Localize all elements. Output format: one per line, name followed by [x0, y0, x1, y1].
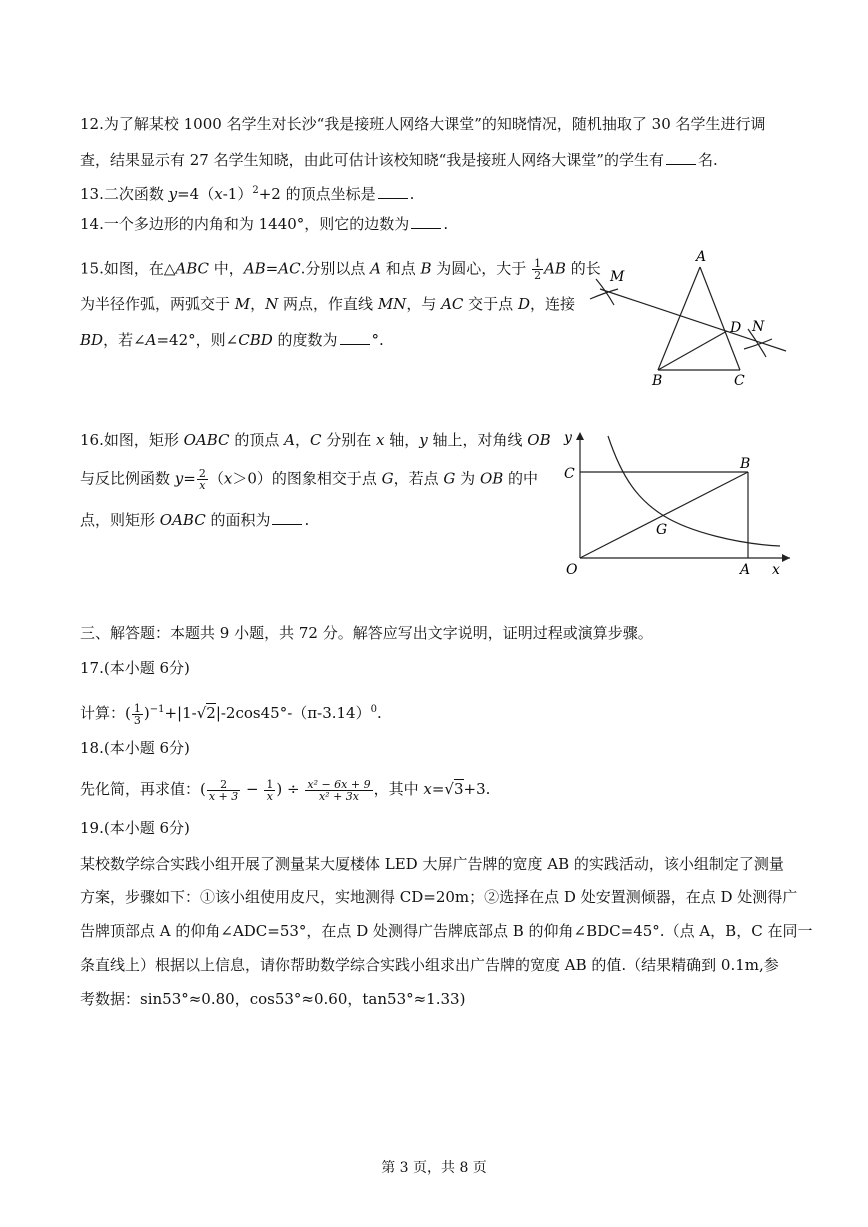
- q18-fraction-3: [305, 779, 372, 802]
- q15-text: 为半径作弧，两弧交于: [80, 295, 235, 313]
- q16-var: y: [174, 469, 184, 488]
- q13-line: [80, 181, 414, 204]
- arc-n2: [744, 339, 772, 349]
- q13-text: =4（: [177, 185, 215, 203]
- q19-line2: 方案，步骤如下：①该小组使用皮尺，实地测得 CD=20m；②选择在点 D 处安置测倾器，在点 D 处测得广: [80, 888, 798, 906]
- q16-text: 轴，: [384, 431, 420, 449]
- q17-text: .: [376, 704, 382, 722]
- q15-text: 中，: [209, 259, 244, 278]
- q15-var: B: [420, 259, 432, 278]
- diagonal-ob: [580, 472, 748, 558]
- q16-text: 的面积为: [205, 511, 271, 529]
- fraction-denominator: x² + 3x: [318, 789, 359, 803]
- q19-line5: 考数据：sin53°≈0.80，cos53°≈0.60，tan53°≈1.33): [80, 990, 466, 1008]
- q16-text: 轴上，对角线: [427, 431, 528, 449]
- q15-tail: °.: [371, 331, 384, 349]
- section-heading: 三、解答题：本题共 9 小题，共 72 分。解答应写出文字说明，证明过程或演算步骤。: [80, 624, 653, 642]
- q16-var: x: [223, 469, 233, 488]
- q15-text: 交于点: [463, 295, 518, 313]
- q17-text: |-2cos45°-（π-3.14）: [215, 704, 371, 722]
- q16-var: OABC: [159, 511, 206, 529]
- q15-var: AB: [544, 259, 566, 278]
- q16-var: A: [284, 431, 295, 449]
- q18-text: −: [241, 780, 264, 798]
- answer-blank: [666, 150, 696, 165]
- q18-text: ，其中: [373, 780, 424, 798]
- fraction-numerator: 1: [133, 701, 141, 715]
- q16-var: OB: [479, 469, 504, 488]
- q18-fraction-2: [264, 779, 275, 802]
- q15-text: .分别以点: [300, 259, 371, 278]
- label-m: M: [610, 269, 625, 285]
- q18-expression: [80, 772, 490, 806]
- fraction-denominator: x + 3: [208, 789, 239, 803]
- q15-text: =42°，则∠: [156, 331, 239, 349]
- q17-exponent: −1: [149, 704, 165, 715]
- y-axis-arrow: [576, 432, 584, 440]
- q16-text: ＞0）的图象相交于点: [232, 469, 382, 488]
- q19-heading: 19.(本小题 6分): [80, 819, 190, 837]
- q17-heading: 17.(本小题 6分): [80, 659, 190, 677]
- q15-text: 的度数为: [272, 331, 338, 349]
- q15-triangle-figure: [588, 245, 794, 390]
- answer-blank: [272, 510, 302, 525]
- q15-var: MN: [377, 295, 407, 313]
- label-y: y: [564, 430, 572, 446]
- fraction-denominator: 3: [133, 713, 141, 727]
- q12-line1: 12.为了解某校 1000 名学生对长沙“我是接班人网络大课堂”的知晓情况，随机抽取了 30 名学生进行调: [80, 115, 766, 133]
- q16-text: 的中: [503, 469, 539, 488]
- q15-var: N: [265, 295, 279, 313]
- q16-fraction: [197, 468, 208, 491]
- q15-line3: [80, 330, 384, 350]
- q15-var: A: [370, 259, 381, 278]
- q17-radicand: 2: [206, 704, 216, 722]
- q15-var: AC: [441, 295, 464, 313]
- label-o: O: [566, 562, 578, 578]
- fraction-numerator: x² − 6x + 9: [307, 777, 371, 791]
- q18-radicand: 3: [453, 780, 464, 798]
- q13-text: 13.二次函数: [80, 185, 169, 203]
- q16-text: 点，则矩形: [80, 511, 160, 529]
- q15-var: A: [145, 331, 157, 349]
- q15-text: =: [265, 259, 279, 278]
- q12-line2: [80, 150, 718, 170]
- q14-text: 14.一个多边形的内角和为 1440°，则它的边数为: [80, 215, 410, 233]
- q16-text: （: [208, 469, 224, 488]
- q18-var: x: [423, 780, 432, 798]
- q14-tail: .: [443, 215, 449, 233]
- q16-var: OABC: [183, 431, 230, 449]
- q16-tail: .: [304, 511, 310, 529]
- q13-text: -1）: [222, 185, 253, 203]
- q13-var-y: y: [168, 185, 178, 203]
- segment-ac: [700, 267, 740, 370]
- q16-text: 16.如图，矩形: [80, 431, 184, 449]
- answer-blank: [340, 330, 370, 345]
- q15-line1: [80, 258, 601, 281]
- q16-var: G: [443, 469, 456, 488]
- q15-text: ，连接: [529, 295, 575, 313]
- q17-text: 计算：(: [80, 704, 131, 722]
- q15-var: D: [517, 295, 530, 313]
- q15-text: 为圆心，大于: [431, 259, 532, 278]
- q18-text: +3.: [463, 780, 491, 798]
- q15-var: BD: [80, 331, 104, 349]
- q15-text: 15.如图，在△: [80, 259, 176, 278]
- q16-line2: [80, 468, 538, 491]
- q17-expression: [80, 695, 382, 728]
- segment-ab: [658, 267, 700, 370]
- label-b: B: [652, 373, 663, 389]
- page-footer: 第 3 页，共 8 页: [381, 1160, 487, 1176]
- label-c: C: [564, 466, 575, 482]
- q16-line1: [80, 430, 551, 450]
- q19-line3: 告牌顶部点 A 的仰角∠ADC=53°，在点 D 处测得广告牌底部点 B 的仰角∠BDC=45°.（点 A，B，C 在同一: [80, 922, 813, 940]
- q15-text: ，: [250, 295, 266, 313]
- label-a: A: [740, 562, 751, 578]
- q16-var: G: [381, 469, 394, 488]
- q15-line2: [80, 294, 575, 314]
- q18-text: 先化简，再求值：(: [80, 780, 206, 798]
- q18-heading: 18.(本小题 6分): [80, 739, 190, 757]
- q15-text: 的长: [565, 259, 601, 278]
- segment-bd: [658, 331, 727, 370]
- q13-exponent: 2: [252, 185, 259, 196]
- label-n: N: [752, 319, 765, 335]
- q16-text: 分别在: [321, 431, 376, 449]
- q15-text: 和点: [380, 259, 421, 278]
- sqrt-symbol: √: [196, 704, 207, 722]
- q15-var: ABC: [175, 259, 210, 278]
- q16-var: x: [375, 431, 385, 449]
- hyperbola-curve: [608, 436, 780, 546]
- q16-var: C: [309, 431, 322, 449]
- label-a: A: [696, 249, 707, 265]
- q15-fraction: [532, 258, 543, 281]
- q19-line1: 某校数学综合实践小组开展了测量某大厦楼体 LED 大屏广告牌的宽度 AB 的实践活动，该小组制定了测量: [80, 855, 784, 873]
- label-c: C: [734, 373, 745, 389]
- q16-rectangle-figure: [558, 428, 790, 578]
- q15-var: AC: [278, 259, 301, 278]
- q18-text: ) ÷: [276, 780, 305, 798]
- q17-text: +|1-: [164, 704, 197, 722]
- q19-line4: 条直线上）根据以上信息，请你帮助数学综合实践小组求出广告牌的宽度 AB 的值.（结果精确到 0.1m,参: [80, 956, 779, 974]
- label-g: G: [656, 522, 668, 538]
- fraction-denominator: x: [199, 479, 206, 492]
- label-d: D: [730, 320, 742, 336]
- q17-exponent: 0: [370, 704, 377, 715]
- q12-tail: 名.: [697, 151, 718, 169]
- q15-var: M: [234, 295, 251, 313]
- q16-var: y: [419, 431, 428, 449]
- q16-text: =: [183, 469, 196, 488]
- q13-text: +2 的顶点坐标是: [258, 185, 376, 203]
- q13-var-x: x: [214, 185, 223, 203]
- fraction-denominator: 2: [534, 269, 542, 282]
- q14-line: [80, 214, 448, 234]
- q16-text: ，若点: [393, 469, 444, 488]
- q18-text: =: [431, 780, 445, 798]
- answer-blank: [411, 214, 441, 229]
- answer-blank: [378, 184, 408, 199]
- q15-var: AB: [243, 259, 266, 278]
- fraction-numerator: 2: [198, 467, 206, 480]
- q15-var: CBD: [238, 331, 273, 349]
- q16-text: 的顶点: [229, 431, 285, 449]
- q16-text: 与反比例函数: [80, 469, 175, 488]
- q13-tail: .: [409, 185, 415, 203]
- q17-text: ): [143, 704, 150, 722]
- q17-fraction: [132, 703, 143, 726]
- label-b: B: [740, 456, 751, 472]
- q18-fraction-1: [207, 779, 240, 802]
- label-x: x: [772, 562, 780, 578]
- fraction-numerator: 1: [534, 257, 542, 270]
- q16-var: OB: [527, 431, 551, 449]
- x-axis-arrow: [782, 554, 790, 562]
- q12-text: 查，结果显示有 27 名学生知晓，由此可估计该校知晓“我是接班人网络大课堂”的学生有: [80, 151, 664, 169]
- q15-text: ，若∠: [103, 331, 146, 349]
- q16-text: 为: [455, 469, 480, 488]
- sqrt-symbol: √: [444, 780, 454, 798]
- fraction-numerator: 1: [266, 777, 274, 791]
- q15-text: 两点，作直线: [278, 295, 378, 313]
- fraction-denominator: x: [266, 789, 273, 803]
- q16-line3: [80, 510, 309, 530]
- q16-text: ，: [294, 431, 310, 449]
- q15-text: ，与: [406, 295, 442, 313]
- fraction-numerator: 2: [207, 779, 240, 791]
